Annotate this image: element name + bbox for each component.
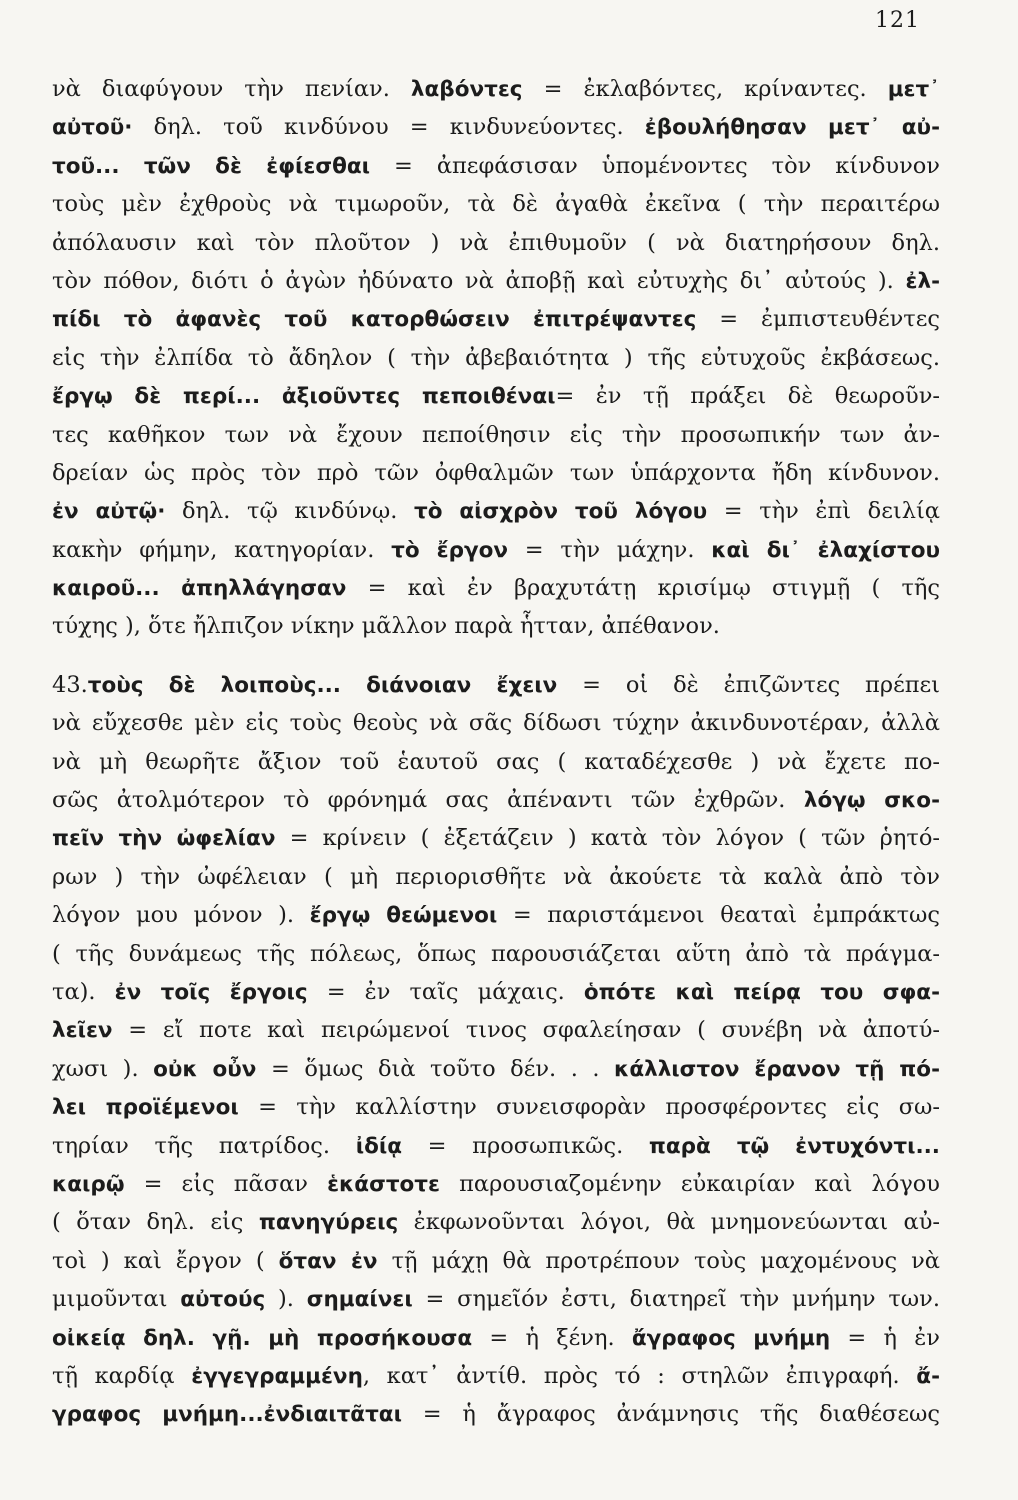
bold-lemma: ἐν τοῖς ἔργοις <box>114 979 308 1005</box>
body-text <box>52 70 940 1434</box>
gloss-text: σῶς ἀτολμότερον τὸ φρόνημά σας ἀπέναντι τῶν ἐχθρῶν. <box>52 787 804 814</box>
text-line <box>52 781 940 819</box>
text-line <box>52 935 940 973</box>
bold-lemma: καὶ δι᾽ ἐλαχίστου <box>711 537 940 563</box>
gloss-text: εἰς τὴν ἐλπίδα τὸ ἄδηλον ( τὴν ἀβεβαιότητα ) τῆς εὐτυχοῦς ἐκβάσεως. <box>52 344 940 371</box>
bold-lemma: ἰδίᾳ <box>355 1133 402 1159</box>
text-line <box>52 819 940 857</box>
bold-lemma: λεῖεν <box>52 1018 113 1044</box>
bold-lemma: καιροῦ... ἀπηλλάγησαν <box>52 576 347 602</box>
text-line <box>52 1011 940 1049</box>
gloss-text: τῇ καρδίᾳ <box>52 1362 192 1389</box>
text-line <box>52 1357 940 1395</box>
text-line <box>52 743 940 781</box>
text-line <box>52 339 940 377</box>
text-line <box>52 1319 940 1357</box>
text-line <box>52 1050 940 1088</box>
text-line <box>52 262 940 300</box>
bold-lemma: ἄγραφος μνήμη <box>631 1325 831 1351</box>
bold-lemma: ἔργῳ δὲ περί... ἀξιοῦντες πεποιθέναι <box>52 384 556 410</box>
gloss-text: = καὶ ἐν βραχυτάτῃ κρισίμῳ στιγμῇ ( τῆς <box>346 575 940 602</box>
bold-lemma: παρὰ τῷ ἐντυχόντι... <box>648 1133 940 1159</box>
text-line <box>52 416 940 454</box>
gloss-text: = οἱ δὲ ἐπιζῶντες πρέπει <box>557 671 940 698</box>
gloss-text: τες καθῆκον των νὰ ἔχουν πεποίθησιν εἰς τὴν προσωπικήν των ἀν- <box>52 421 940 448</box>
bold-lemma: πεῖν τὴν ὠφελίαν <box>52 826 276 852</box>
text-line <box>52 454 940 492</box>
bold-lemma: πίδι τὸ ἀφανὲς τοῦ κατορθώσειν ἐπιτρέψαντες <box>52 307 697 333</box>
bold-lemma: ἔργῳ θεώμενοι <box>309 903 498 929</box>
bold-lemma: μετ᾽ <box>887 77 940 102</box>
gloss-text: τοὶ ) καὶ ἔργον ( <box>52 1247 279 1274</box>
gloss-text: τα). <box>52 978 115 1005</box>
gloss-text: ἐκφωνοῦνται λόγοι, θὰ μνημονεύωνται αὐ- <box>398 1209 940 1236</box>
gloss-text: = ὅμως διὰ τοῦτο δέν. . . <box>256 1055 615 1082</box>
text-line <box>52 1088 940 1126</box>
text-line <box>52 1203 940 1241</box>
text-line <box>52 1242 940 1280</box>
bold-lemma: σημαίνει <box>306 1287 413 1313</box>
gloss-text: λόγον μου μόνον ). <box>52 902 310 929</box>
gloss-text: 43. <box>52 671 88 698</box>
bold-lemma: αὐτούς <box>180 1287 266 1313</box>
text-line <box>52 858 940 896</box>
gloss-text: = ἐν τῇ πράξει δὲ θεωροῦν- <box>555 383 940 410</box>
text-line <box>52 1395 940 1433</box>
gloss-text: τὸν πόθον, διότι ὁ ἀγὼν ἠδύνατο νὰ ἀποβῇ καὶ εὐτυχὴς δι᾽ αὐτούς ). <box>52 267 906 294</box>
gloss-text: = τὴν μάχην. <box>508 536 712 563</box>
gloss-text: = εἴ ποτε καὶ πειρώμενοί τινος σφαλείησαν ( συνέβη νὰ ἀποτύ- <box>112 1017 940 1044</box>
gloss-text: = κρίνειν ( ἐξετάζειν ) κατὰ τὸν λόγον ( τῶν ῥητό- <box>275 825 940 852</box>
gloss-text: μιμοῦνται <box>52 1286 181 1313</box>
gloss-text: = ἐκλαβόντες, κρίναντες. <box>522 76 888 102</box>
gloss-text: τῇ μάχῃ θὰ προτρέπουν τοὺς μαχομένους νὰ <box>377 1247 940 1274</box>
bold-lemma: οὐκ οὖν <box>153 1056 257 1082</box>
text-line <box>52 666 940 704</box>
bold-lemma: λει προϊέμενοι <box>52 1095 239 1121</box>
gloss-text: = ἀπεφάσισαν ὑπομένοντες τὸν κίνδυνον <box>370 152 940 179</box>
text-line <box>52 108 940 146</box>
gloss-text: = ἐμπιστευθέντες <box>696 306 940 333</box>
bold-lemma: αὐτοῦ· <box>52 115 133 141</box>
gloss-text: ( ὅταν δηλ. εἰς <box>52 1209 259 1236</box>
bold-lemma: ὁπότε καὶ πείρᾳ του σφα- <box>583 979 940 1005</box>
gloss-text: = ἡ ξένη. <box>472 1324 632 1351</box>
bold-lemma: ὅταν ἐν <box>278 1248 378 1274</box>
text-line <box>52 224 940 262</box>
text-line <box>52 377 940 415</box>
gloss-text: = προσωπικῶς. <box>402 1132 649 1159</box>
gloss-text: τηρίαν τῆς πατρίδος. <box>52 1132 356 1159</box>
gloss-text: = ἡ ἄγραφος ἀνάμνησις τῆς διαθέσεως <box>401 1401 940 1428</box>
bold-lemma: τὸ ἔργον <box>391 537 509 563</box>
text-line <box>52 607 940 645</box>
text-line <box>52 569 940 607</box>
gloss-text: παρουσιαζομένην εὐκαιρίαν καὶ λόγου <box>440 1170 940 1197</box>
text-line <box>52 1127 940 1165</box>
gloss-text: = τὴν ἐπὶ δειλίᾳ <box>707 498 940 525</box>
gloss-text: = εἰς πᾶσαν <box>124 1170 328 1197</box>
bold-lemma: γραφος μνήμη...ἐνδιαιτᾶται <box>52 1402 402 1428</box>
text-line <box>52 300 940 338</box>
gloss-text: = τὴν καλλίστην συνεισφορὰν προσφέροντες εἰς σω- <box>238 1094 940 1121</box>
gloss-text: δηλ. τοῦ κινδύνου = κινδυνεύοντες. <box>132 114 645 141</box>
text-line <box>52 185 940 223</box>
gloss-text: ). <box>265 1286 307 1313</box>
text-line <box>52 70 940 108</box>
gloss-text: , κατ᾽ ἀντίθ. πρὸς τό : στηλῶν ἐπιγραφή. <box>362 1362 917 1389</box>
bold-lemma: ἄ- <box>916 1363 940 1389</box>
bold-lemma: λαβόντες <box>410 77 523 102</box>
bold-lemma: ἐν αὐτῷ· <box>52 499 166 525</box>
text-line <box>52 896 940 934</box>
bold-lemma: λόγῳ σκο- <box>803 788 940 814</box>
bold-lemma: ἐλ- <box>905 268 940 294</box>
text-line <box>52 704 940 742</box>
gloss-text: = ἡ ἐν <box>830 1324 940 1351</box>
bold-lemma: οἰκείᾳ δηλ. γῇ. μὴ προσήκουσα <box>52 1325 473 1351</box>
bold-lemma: ἐγγεγραμμένη <box>191 1363 363 1389</box>
bold-lemma: ἑκάστοτε <box>327 1171 441 1197</box>
gloss-text: = παριστάμενοι θεαταὶ ἐμπράκτως <box>497 902 940 929</box>
bold-lemma: τοῦ... τῶν δὲ ἐφίεσθαι <box>52 153 371 179</box>
gloss-text: δηλ. τῷ κινδύνῳ. <box>165 498 414 525</box>
gloss-text: τύχης ), ὅτε ἤλπιζον νίκην μᾶλλον παρὰ ἧτταν, ἀπέθανον. <box>52 613 720 640</box>
text-line <box>52 531 940 569</box>
text-line <box>52 1165 940 1203</box>
text-line <box>52 147 940 185</box>
text-line <box>52 1280 940 1318</box>
gloss-text: νὰ εὔχεσθε μὲν εἰς τοὺς θεοὺς νὰ σᾶς δίδωσι τύχην ἀκινδυνοτέραν, ἀλλὰ <box>52 710 940 737</box>
gloss-text: δρείαν ὡς πρὸς τὸν πρὸ τῶν ὀφθαλμῶν των ὑπάρχοντα ἤδη κίνδυνον. <box>52 459 940 486</box>
gloss-text: = ἐν ταῖς μάχαις. <box>307 978 584 1005</box>
text-line <box>52 973 940 1011</box>
gloss-text: χωσι ). <box>52 1055 154 1082</box>
gloss-text: ἀπόλαυσιν καὶ τὸν πλοῦτον ) νὰ ἐπιθυμοῦν ( νὰ διατηρήσουν δηλ. <box>52 229 940 256</box>
bold-lemma: καιρῷ <box>52 1171 125 1197</box>
bold-lemma: κάλλιστον ἔρανον τῇ πό- <box>614 1056 940 1082</box>
bold-lemma: ἐβουλήθησαν μετ᾽ αὐ- <box>644 115 940 141</box>
gloss-text: ( τῆς δυνάμεως τῆς πόλεως, ὅπως παρουσιάζεται αὕτη ἀπὸ τὰ πράγμα- <box>52 940 940 967</box>
gloss-text: ρων ) τὴν ὠφέλειαν ( μὴ περιορισθῆτε νὰ ἀκούετε τὰ καλὰ ἀπὸ τὸν <box>52 863 940 890</box>
gloss-text: κακὴν φήμην, κατηγορίαν. <box>52 536 392 563</box>
bold-lemma: τοὺς δὲ λοιποὺς... διάνοιαν ἔχειν <box>87 672 558 698</box>
bold-lemma: τὸ αἰσχρὸν τοῦ λόγου <box>413 499 708 525</box>
gloss-text: νὰ μὴ θεωρῆτε ἄξιον τοῦ ἑαυτοῦ σας ( καταδέχεσθε ) νὰ ἔχετε πο- <box>52 748 940 775</box>
text-line <box>52 492 940 530</box>
bold-lemma: πανηγύρεις <box>258 1210 399 1236</box>
gloss-text: νὰ διαφύγουν τὴν πενίαν. <box>52 76 411 102</box>
gloss-text: = σημεῖόν ἐστι, διατηρεῖ τὴν μνήμην των. <box>412 1286 940 1313</box>
page-number: 121 <box>875 8 920 33</box>
gloss-text: τοὺς μὲν ἐχθροὺς νὰ τιμωροῦν, τὰ δὲ ἀγαθὰ ἐκεῖνα ( τὴν περαιτέρω <box>52 191 940 218</box>
